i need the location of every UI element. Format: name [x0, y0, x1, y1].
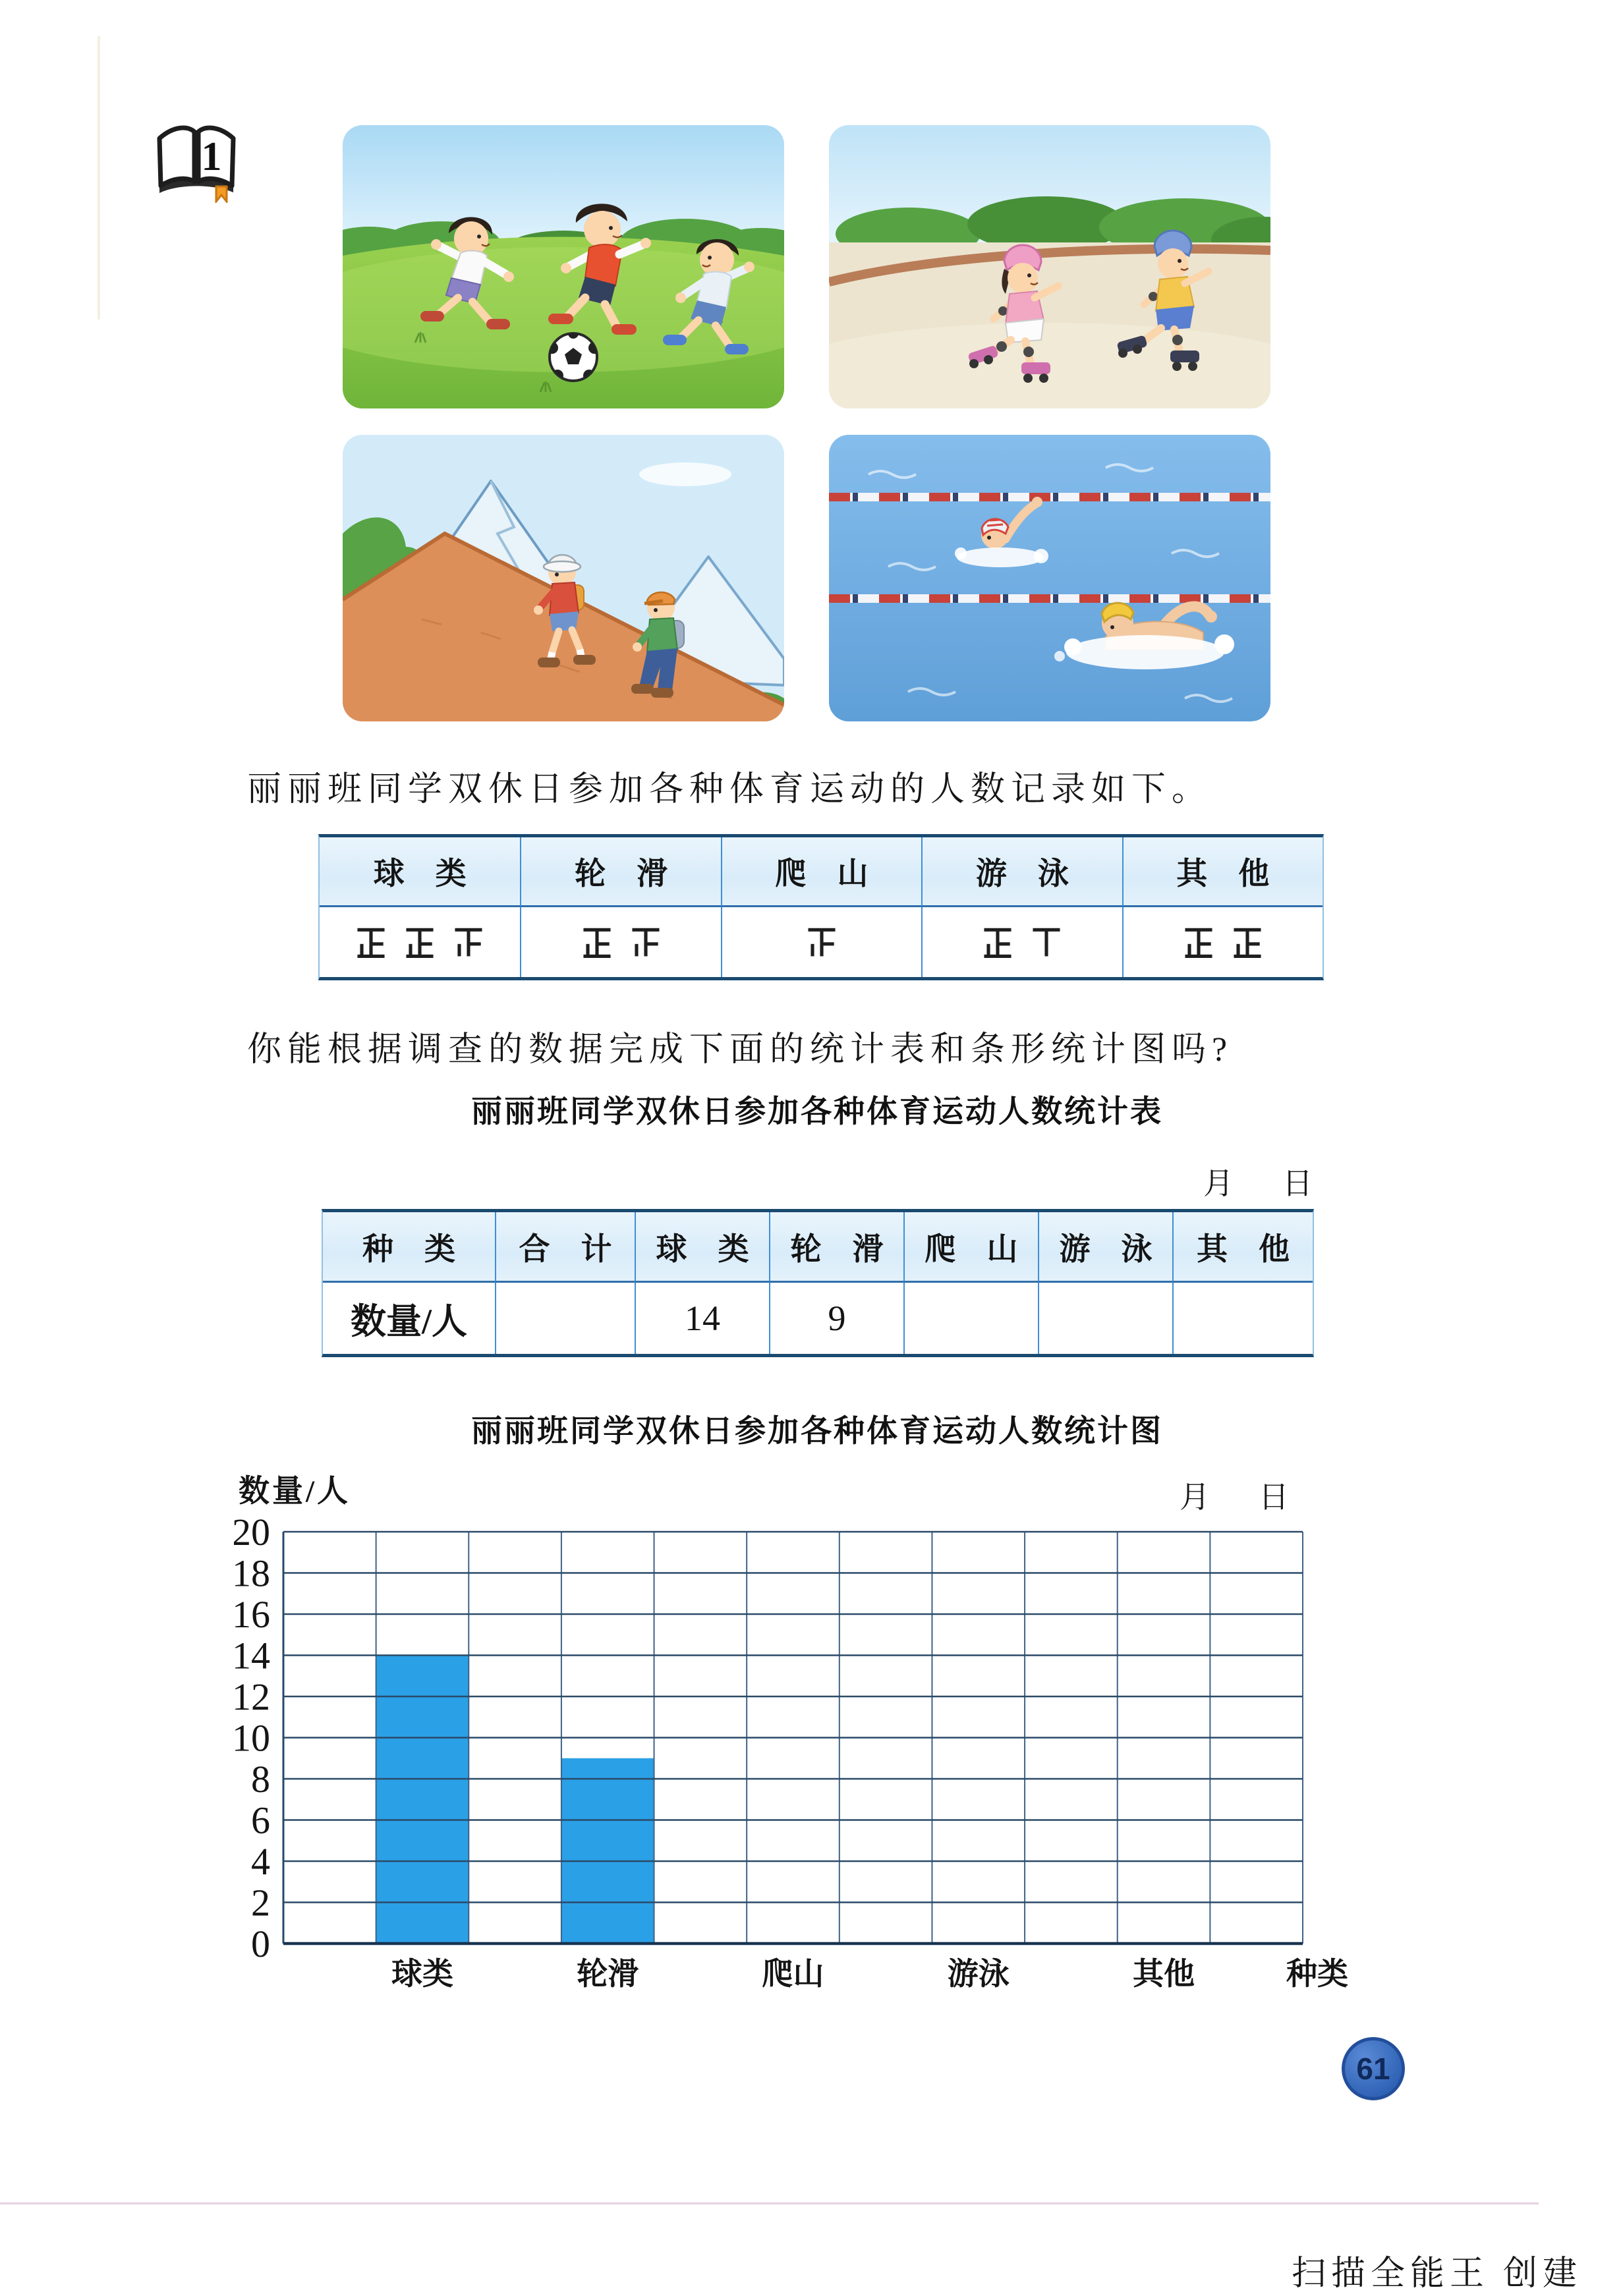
- tally-header-hiking: 爬 山: [721, 837, 921, 907]
- tally-glyph: [450, 924, 487, 961]
- illustration-roller-skating: [829, 125, 1270, 408]
- tally-marks-other: [1122, 907, 1323, 977]
- exercise-book-icon: [150, 119, 242, 206]
- stats-table: [322, 1209, 1314, 1357]
- page-number-badge: [1342, 2037, 1405, 2100]
- tally-header-other: 其 他: [1122, 837, 1323, 907]
- intro-text: 丽丽班同学双休日参加各种体育运动的人数记录如下。: [247, 771, 1212, 808]
- stats-header-other: 其 他: [1172, 1212, 1313, 1283]
- stats-value-other: [1172, 1283, 1313, 1354]
- scan-fold-line: [0, 2202, 1539, 2204]
- tally-glyph: [401, 924, 438, 961]
- illustration-hiking: [343, 435, 784, 721]
- stats-table-title: 丽丽班同学双休日参加各种体育运动人数统计表: [471, 1094, 1163, 1129]
- tally-marks-hiking: [721, 907, 921, 977]
- chart-date-label: 月 日: [1180, 1480, 1298, 1514]
- stats-row-label: 数量/人: [350, 1301, 467, 1341]
- tally-marks-swimming: [921, 907, 1122, 977]
- y-tick: 6: [251, 1799, 270, 1842]
- stats-date-label: 月 日: [1203, 1167, 1322, 1200]
- tally-glyph: [353, 924, 389, 961]
- lane-rope: [829, 594, 1270, 603]
- tally-header-ball: 球 类: [320, 837, 520, 907]
- tally-header-skating: 轮 滑: [520, 837, 720, 907]
- x-label: 轮滑: [577, 1957, 639, 1992]
- y-tick: 10: [234, 1716, 270, 1760]
- stats-value-swimming: [1038, 1283, 1172, 1354]
- x-label: 球类: [391, 1957, 453, 1992]
- y-tick: 16: [234, 1593, 270, 1636]
- lane-rope: [829, 493, 1270, 501]
- stats-value-skating: 9: [769, 1283, 903, 1354]
- stats-value-ball: 14: [635, 1283, 769, 1354]
- tally-glyph: [979, 924, 1016, 961]
- tally-marks-skating: [520, 907, 720, 977]
- stats-value-total: [495, 1283, 635, 1354]
- stats-header-total: 合 计: [495, 1212, 635, 1283]
- stats-value-hiking: [903, 1283, 1038, 1354]
- stats-header-skating: 轮 滑: [769, 1212, 903, 1283]
- chart-y-axis-label: 数量/人: [239, 1474, 351, 1509]
- tally-glyph: [579, 924, 615, 961]
- stats-header-ball: 球 类: [635, 1212, 769, 1283]
- tally-glyph: [1229, 924, 1266, 961]
- illustration-swimming: [829, 435, 1270, 721]
- bar-1: [561, 1758, 654, 1944]
- tally-table: [318, 834, 1324, 980]
- tally-glyph: [1180, 924, 1217, 961]
- y-tick: 0: [251, 1922, 270, 1965]
- stats-header-hiking: 爬 山: [903, 1212, 1038, 1283]
- tally-glyph: [803, 924, 840, 961]
- bar-chart-canvas: [234, 1505, 1387, 2032]
- bar-chart: [234, 1505, 1387, 2032]
- y-tick: 18: [234, 1552, 270, 1595]
- x-label: 游泳: [947, 1957, 1010, 1992]
- y-tick: 12: [234, 1675, 270, 1718]
- page-number: 61: [1356, 2052, 1390, 2086]
- tally-glyph: [1028, 924, 1065, 961]
- stats-header-category: 种 类: [323, 1212, 495, 1283]
- chart-title: 丽丽班同学双休日参加各种体育运动人数统计图: [471, 1413, 1163, 1448]
- y-tick: 20: [234, 1511, 270, 1554]
- y-tick: 8: [251, 1758, 270, 1801]
- bar-0: [376, 1656, 469, 1944]
- tally-marks-ball: [320, 907, 520, 977]
- scan-edge-artifact: [98, 36, 100, 320]
- question-text: 你能根据调查的数据完成下面的统计表和条形统计图吗?: [247, 1031, 1234, 1069]
- x-axis-title: 种类: [1286, 1957, 1348, 1992]
- y-tick: 2: [251, 1881, 270, 1924]
- illustration-football: [343, 125, 784, 408]
- scanner-watermark: 扫描全能王 创建: [1291, 2255, 1582, 2293]
- y-tick: 4: [251, 1840, 270, 1883]
- tally-glyph: [627, 924, 664, 961]
- tally-header-swimming: 游 泳: [921, 837, 1122, 907]
- exercise-number: 1: [201, 134, 222, 179]
- x-label: 爬山: [762, 1957, 824, 1992]
- stats-header-swimming: 游 泳: [1038, 1212, 1172, 1283]
- x-label: 其他: [1133, 1957, 1195, 1992]
- y-tick: 14: [234, 1634, 270, 1677]
